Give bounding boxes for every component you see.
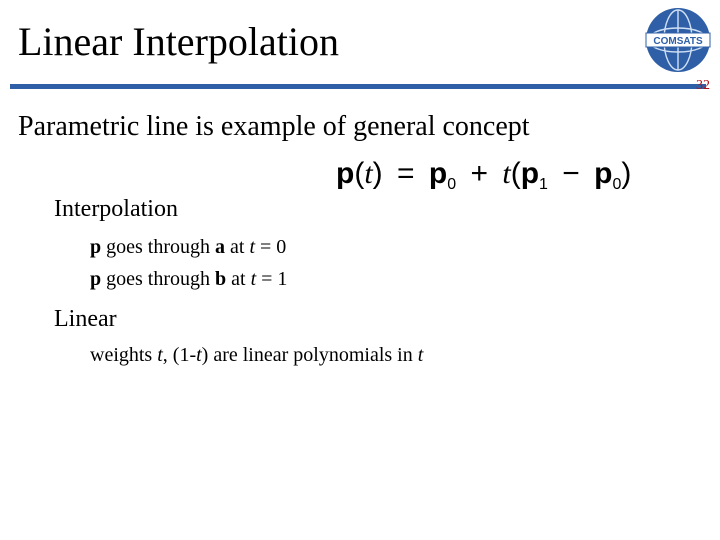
vector-p: p: [90, 268, 102, 290]
formula-t: t: [364, 157, 373, 190]
text: = 1: [256, 268, 288, 290]
text: goes through: [101, 268, 216, 290]
bullet-parametric-line: Parametric line is example of general concept: [18, 111, 530, 142]
parametric-line-formula: [336, 154, 631, 205]
text: ) are linear polynomials in: [201, 344, 418, 366]
param-t: t: [196, 344, 202, 366]
formula-equals: =: [397, 157, 415, 190]
vector-p: p: [90, 236, 102, 258]
slide-title: Linear Interpolation: [18, 19, 339, 64]
interpolation-heading: Interpolation: [54, 196, 178, 222]
interpolation-line-b: [90, 266, 287, 292]
text: , (1-: [162, 344, 197, 366]
title-divider: [10, 84, 706, 89]
formula-p0b: p: [594, 157, 613, 190]
formula-sub0: 0: [447, 176, 457, 193]
formula-lparen2: (: [510, 157, 521, 190]
comsats-logo: [644, 6, 712, 74]
param-t: t: [417, 344, 424, 366]
logo-text: COMSATS: [653, 36, 703, 47]
text: = 0: [255, 236, 287, 258]
point-b: b: [215, 268, 227, 290]
formula-p1: p: [520, 157, 540, 190]
interpolation-line-a: [90, 234, 286, 260]
text: goes through: [101, 236, 216, 258]
formula-rparen2: ): [621, 157, 632, 190]
formula-minus: −: [562, 157, 580, 190]
page-number: 32: [696, 78, 710, 93]
formula-sub0b: 0: [612, 176, 622, 193]
formula-p: p: [336, 157, 355, 190]
text: at: [225, 236, 250, 258]
text: at: [226, 268, 251, 290]
linear-heading: Linear: [54, 306, 117, 332]
formula-sub1: 1: [539, 176, 548, 193]
param-t: t: [157, 344, 163, 366]
formula-p0: p: [428, 157, 448, 190]
param-t: t: [249, 236, 256, 258]
text: weights: [90, 344, 158, 366]
formula-plus: +: [470, 157, 488, 190]
formula-lparen: (: [354, 157, 365, 190]
formula-rparen: ): [372, 157, 383, 190]
point-a: a: [215, 236, 226, 258]
param-t: t: [250, 268, 257, 290]
formula-t2: t: [502, 157, 511, 190]
linear-weights-line: [90, 342, 423, 368]
